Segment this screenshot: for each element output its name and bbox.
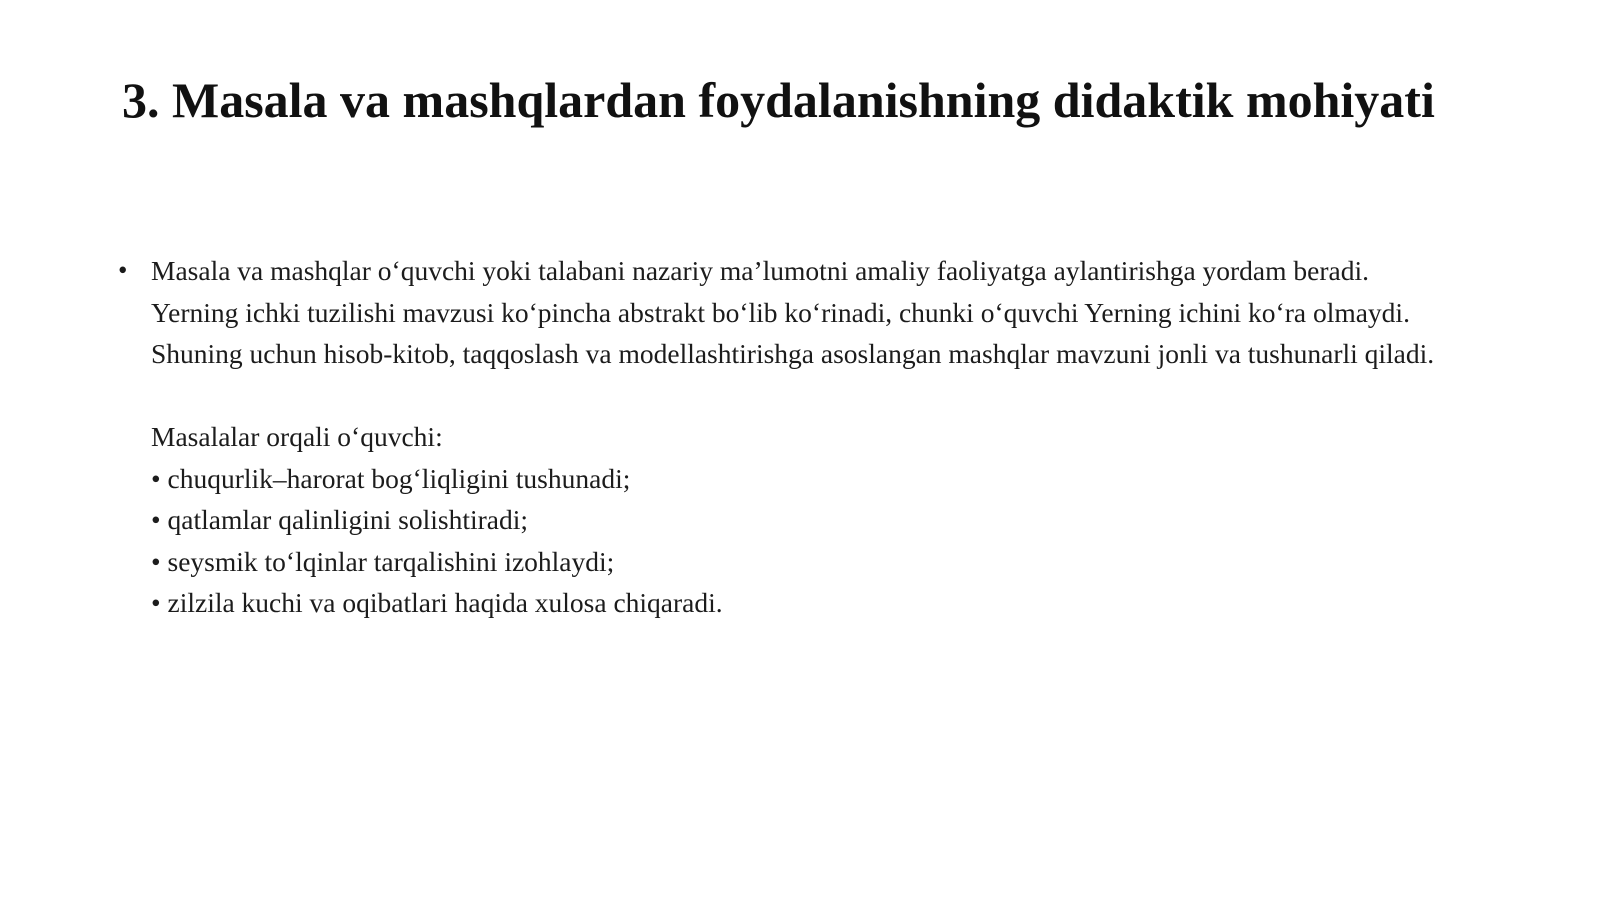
list-intro: Masalalar orqali o‘quvchi: [151,421,443,452]
list-item: • qatlamlar qalinligini solishtiradi; [151,504,528,535]
blank-line [151,375,1458,417]
bullet-item [118,250,1458,624]
bullet-icon: • [118,255,128,285]
list-item: • zilzila kuchi va oqibatlari haqida xulosa chiqaradi. [151,587,723,618]
slide-title: 3. Masala va mashqlardan foydalanishning didaktik mohiyati [122,72,1435,128]
outcome-list [151,458,1458,624]
body-paragraph: Masala va mashqlar o‘quvchi yoki talabani nazariy ma’lumotni amaliy faoliyatga aylantirishga yordam beradi. Yerning ichki tuzilishi mavzusi ko‘pincha abstrakt bo‘lib ko‘rinadi, chunki o‘quvchi Yerning ichini ko‘ra olmaydi. Shuning uchun hisob-kitob, taqqoslash va modellashtirishga asoslangan mashqlar mavzuni jonli va tushunarli qiladi. [151,255,1435,369]
slide-body [118,250,1458,624]
list-item: • chuqurlik–harorat bog‘liqligini tushunadi; [151,462,631,494]
list-item: • seysmik to‘lqinlar tarqalishini izohlaydi; [151,545,615,577]
